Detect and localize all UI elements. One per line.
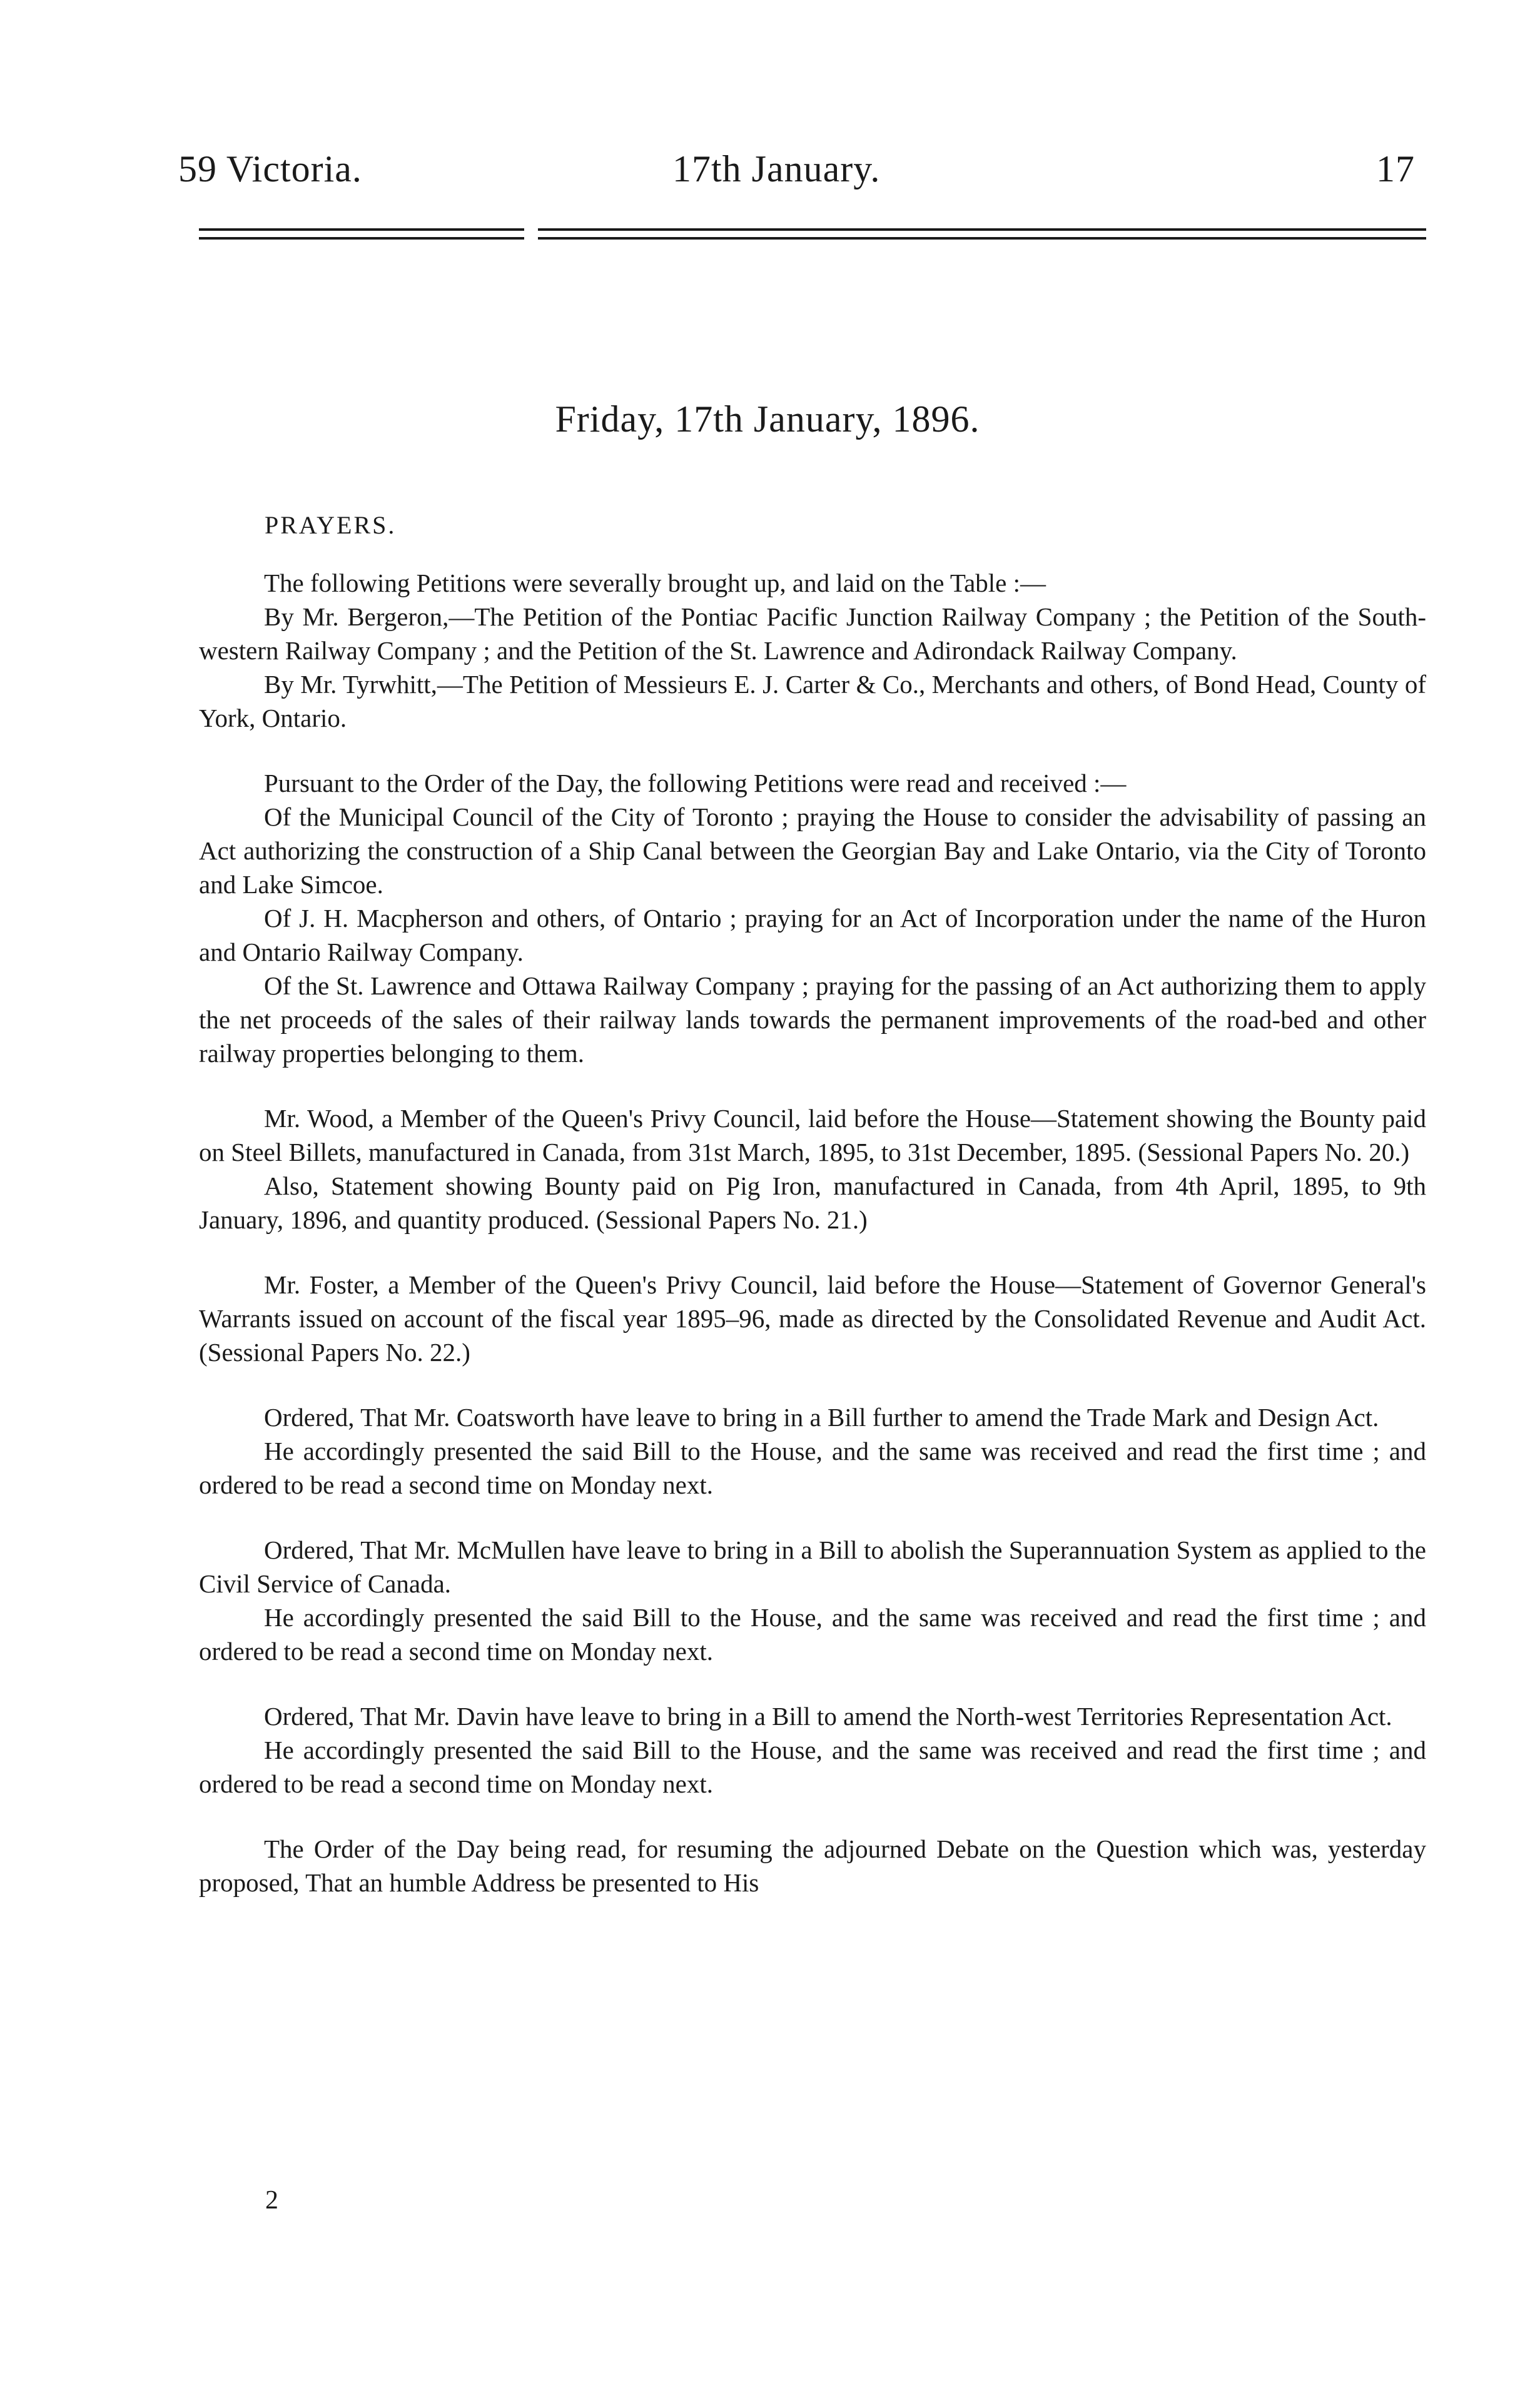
paragraph: Ordered, That Mr. Coatsworth have leave to bring in a Bill further to amend the Trade Mark and Design Act. <box>264 1403 1379 1432</box>
journal-body <box>199 566 1426 1900</box>
header-rule-left <box>199 228 524 242</box>
paragraph: Ordered, That Mr. Davin have leave to bring in a Bill to amend the North-west Territories Representation Act. <box>264 1702 1392 1731</box>
paragraph: He accordingly presented the said Bill to the House, and the same was received and read the first time ; and ordered to be read a second time on Monday next. <box>199 1437 1426 1499</box>
paragraph: By Mr. Tyrwhitt,—The Petition of Messieurs E. J. Carter & Co., Merchants and others, of Bond Head, County of York, Ontario. <box>199 670 1426 732</box>
page-number: 17 <box>1376 148 1415 190</box>
paragraph: The Order of the Day being read, for resuming the adjourned Debate on the Question which was, yesterday proposed, That an humble Address be presented to His <box>199 1834 1426 1897</box>
paragraph: By Mr. Bergeron,—The Petition of the Pontiac Pacific Junction Railway Company ; the Petition of the South-western Railway Company ; and the Petition of the St. Lawrence and Adirondack Railway Company. <box>199 602 1426 665</box>
paragraph: Of the St. Lawrence and Ottawa Railway Company ; praying for the passing of an Act authorizing them to apply the net proceeds of the sales of their railway lands towards the permanent improvements of the road-bed and other railway properties belonging to them. <box>199 971 1426 1068</box>
paragraph: Mr. Foster, a Member of the Queen's Privy Council, laid before the House—Statement of Governor General's Warrants issued on account of the fiscal year 1895–96, made as directed by the Consolidated Revenue and Audit Act. (Sessional Papers No. 22.) <box>199 1270 1426 1367</box>
running-head-date: 17th January. <box>672 148 881 190</box>
paragraph: Ordered, That Mr. McMullen have leave to bring in a Bill to abolish the Superannuation System as applied to the Civil Service of Canada. <box>199 1535 1426 1598</box>
paragraph: He accordingly presented the said Bill to the House, and the same was received and read the first time ; and ordered to be read a second time on Monday next. <box>199 1736 1426 1798</box>
paragraph: Of the Municipal Council of the City of Toronto ; praying the House to consider the advisability of passing an Act authorizing the construction of a Ship Canal between the Georgian Bay and Lake Ontario, via the City of Toronto and Lake Simcoe. <box>199 802 1426 899</box>
paragraph: Pursuant to the Order of the Day, the following Petitions were read and received :— <box>264 769 1127 797</box>
signature-mark: 2 <box>265 2186 278 2215</box>
paragraph: He accordingly presented the said Bill to the House, and the same was received and read the first time ; and ordered to be read a second time on Monday next. <box>199 1603 1426 1666</box>
paragraph: Also, Statement showing Bounty paid on Pig Iron, manufactured in Canada, from 4th April, 1895, to 9th January, 1896, and quantity produced. (Sessional Papers No. 21.) <box>199 1171 1426 1234</box>
paragraph: The following Petitions were severally brought up, and laid on the Table :— <box>264 569 1046 597</box>
prayers-heading: PRAYERS. <box>265 511 397 539</box>
running-head-session: 59 Victoria. <box>178 148 362 190</box>
paragraph: Mr. Wood, a Member of the Queen's Privy Council, laid before the House—Statement showing the Bounty paid on Steel Billets, manufactured in Canada, from 31st March, 1895, to 31st December, 1895. (Sessional Papers No. 20.) <box>199 1104 1426 1166</box>
header-rule-right <box>538 228 1426 242</box>
date-heading: Friday, 17th January, 1896. <box>555 398 980 440</box>
paragraph: Of J. H. Macpherson and others, of Ontario ; praying for an Act of Incorporation under the name of the Huron and Ontario Railway Company. <box>199 904 1426 966</box>
